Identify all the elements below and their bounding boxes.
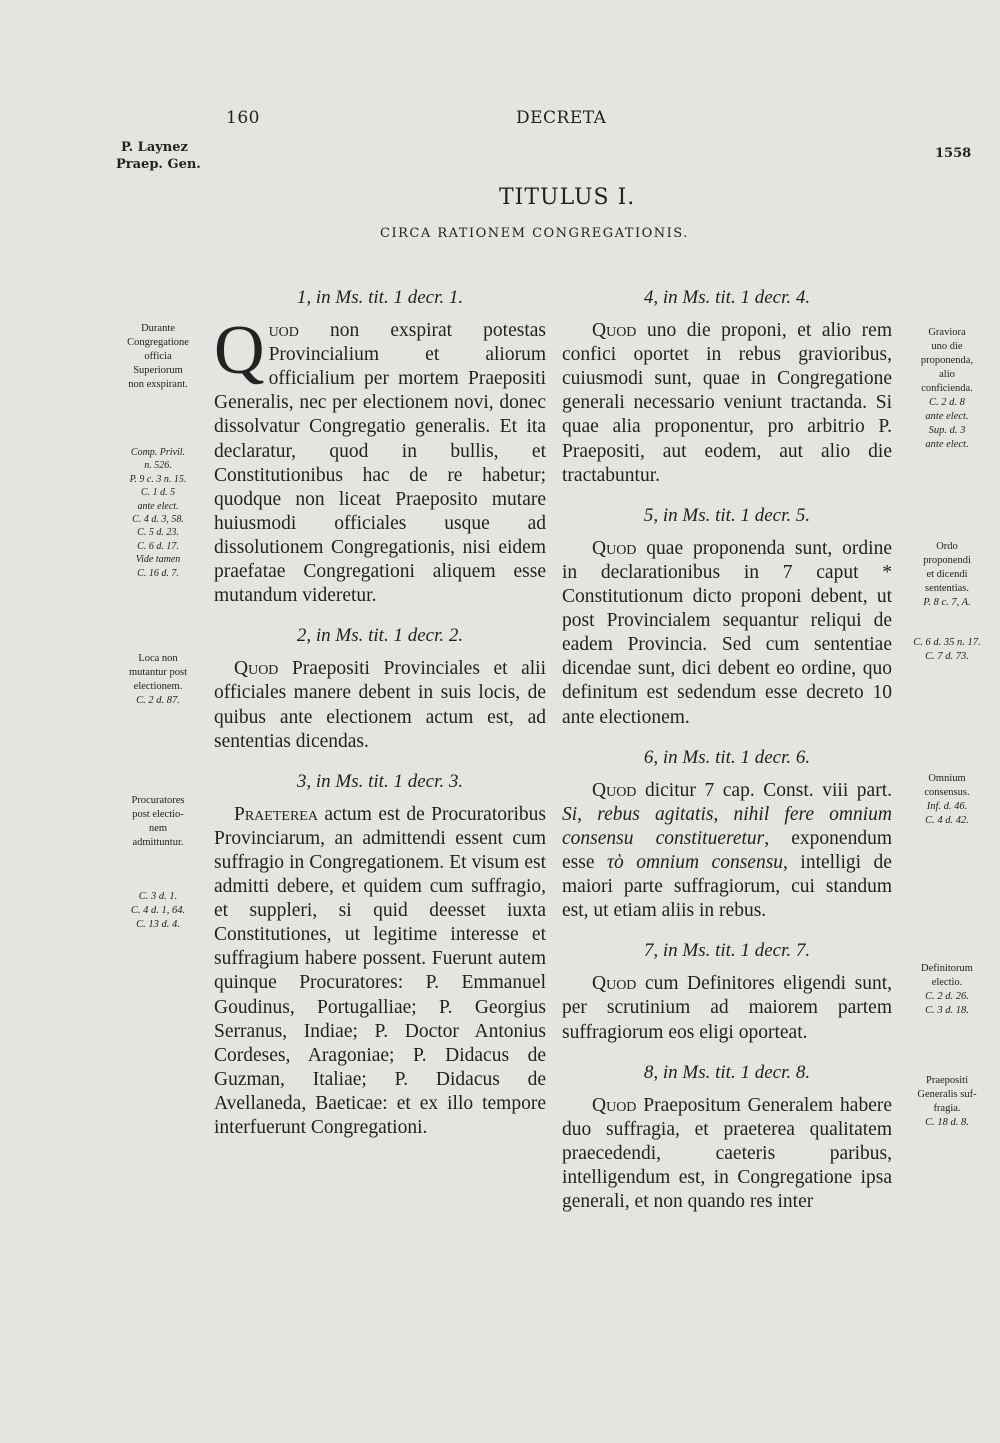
running-title: DECRETA	[516, 108, 607, 128]
margin-ref: C. 13 d. 4.	[136, 919, 180, 930]
margin-line: electionem.	[133, 681, 183, 692]
margin-line: proponendi	[923, 555, 971, 566]
margin-ref: C. 6 d. 17.	[137, 540, 179, 552]
decree-body: actum est de Procuratoribus Provinciarum, an admittendi essent cum suffragio in Congregationem. Et visum est admitti debere, et quidem cum suffragio, et suppleri, si quid deesset iuxta Constitutiones, ut legitime interesse et suffragium habere possent. Fuerunt autem quinque Procuratores: P. Emmanuel Goudinus, Portugalliae; P. Georgius Serranus, Indiae; P. Doctor Antonius Cordeses, Aragoniae; P. Didacus de Guzman, Italiae; P. Didacus de Avellaneda, Baeticae: et ex illo tempore interfuerunt Congregationi.	[214, 803, 546, 1138]
margin-line: consensus.	[924, 787, 970, 798]
margin-ref: C. 4 d. 42.	[925, 815, 969, 826]
margin-note-right	[900, 772, 994, 828]
decree-heading: 2, in Ms. tit. 1 decr. 2.	[296, 625, 464, 647]
decree-body: quae proponenda sunt, ordine in declarationibus in 7 caput * Constitutionum dicto proponi debent, ut post Provincialem sequantur reliqui de eadem Provincia. Sed cum sententiae dicendae sunt, dici debent eo ordine, quo definitum est sedendum esse decreto 10 ante electionem.	[562, 537, 892, 728]
left-text-column	[214, 286, 546, 1156]
decree-text	[214, 657, 546, 753]
margin-line: nem	[148, 823, 168, 834]
decree-body: Praepositum Generalem habere duo suffragia, et praeterea qualitatem praecedendi, caeteris paribus, intelligendum est, in Congregatione ipsa generali, et non quando res inter	[562, 1094, 892, 1213]
decree-quote: Si, rebus agitatis, nihil fere omnium consensu constitueretur	[562, 803, 892, 849]
margin-line: Praepositi	[926, 1075, 968, 1086]
margin-line: et dicendi	[926, 569, 968, 580]
decree-8	[562, 1061, 892, 1215]
margin-line: conficienda.	[921, 383, 973, 394]
decree-heading: 5, in Ms. tit. 1 decr. 5.	[643, 504, 811, 526]
decree-heading: 3, in Ms. tit. 1 decr. 3.	[296, 770, 464, 792]
decree-heading: 4, in Ms. tit. 1 decr. 4.	[643, 287, 811, 308]
decree-heading: 1, in Ms. tit. 1 decr. 1.	[296, 287, 464, 308]
margin-line: Superiorum	[133, 365, 183, 376]
decree-body: cum Definitores eligendi sunt, per scrutinium ad maiorem partem suffragiorum eos eligi oporteat.	[562, 973, 892, 1043]
decree-body: Praepositi Provinciales et alii officiales manere debent in suis locis, de quibus ante electionem actum est, ad sententias dicendas.	[214, 658, 546, 752]
margin-note-right	[900, 540, 994, 610]
decree-6	[562, 746, 892, 924]
margin-line: mutantur post	[128, 667, 188, 678]
margin-ref: Vide tamen	[135, 554, 181, 566]
margin-refs-left	[108, 890, 208, 932]
decree-heading: 7, in Ms. tit. 1 decr. 7.	[643, 940, 811, 962]
margin-line: proponenda,	[920, 355, 974, 366]
margin-ref: n. 526.	[144, 460, 172, 472]
margin-refs-right	[900, 636, 994, 664]
decree-lead-word: Quod	[592, 537, 637, 559]
section-title: TITULUS I.	[499, 185, 636, 210]
margin-note-left	[108, 652, 208, 708]
margin-line: Generalis suf-	[917, 1089, 977, 1100]
decree-lead-word: Praeterea	[234, 803, 318, 825]
decree-text	[214, 312, 546, 608]
margin-line: Congregatione	[127, 337, 189, 348]
decree-quote: τὸ omnium consensu	[606, 851, 784, 873]
decree-text	[562, 537, 892, 730]
margin-line: fragia.	[933, 1103, 961, 1114]
decree-body: uno die proponi, et alio rem confici oportet in rebus gravioribus, cuiusmodi sunt, quae in Congregatione generali necessario veniunt tractanda. Si quae alia proponentur, pro arbitrio P. Praepositi, aut eodem, aut alio die tractabuntur.	[562, 320, 892, 486]
author-role: Praep. Gen.	[116, 157, 201, 172]
margin-ref: C. 18 d. 8.	[925, 1117, 969, 1128]
margin-ref: P. 9 c. 3 n. 15.	[129, 473, 187, 485]
margin-ref: C. 6 d. 35 n. 17.	[913, 637, 981, 648]
margin-ref: C. 3 d. 18.	[925, 1005, 969, 1016]
margin-ref: C. 2 d. 87.	[136, 695, 180, 706]
decree-lead-word: Quod	[592, 1094, 637, 1116]
author-name: P. Laynez	[121, 140, 188, 155]
margin-line: post electio-	[132, 809, 184, 820]
decree-body: , intelligi de maiori parte suffragiorum, cui standum est, ut etiam aliis in rebus.	[562, 851, 892, 922]
margin-line: Loca non	[138, 653, 178, 664]
decree-text	[562, 779, 892, 924]
margin-ref: C. 16 d. 7.	[137, 567, 179, 579]
margin-ref: P. 8 c. 7, A.	[923, 597, 971, 608]
section-subtitle: CIRCA RATIONEM CONGREGATIONIS.	[380, 226, 689, 241]
margin-line: Durante	[141, 323, 175, 334]
decree-lead-word: Quod	[592, 973, 637, 995]
margin-ref: ante elect.	[137, 500, 179, 512]
margin-note-right	[900, 1074, 994, 1130]
margin-note-left	[108, 794, 208, 850]
decree-7	[562, 939, 892, 1044]
decree-lead-word: Quod	[592, 320, 637, 342]
margin-line: Graviora	[928, 327, 966, 338]
decree-lead-word: uod	[268, 320, 299, 342]
margin-ref: C. 4 d. 3, 58.	[132, 514, 184, 526]
margin-ref: ante elect.	[925, 439, 969, 450]
margin-note-right	[900, 962, 994, 1018]
decree-body: , exponendum esse	[562, 827, 892, 873]
year-label: 1558	[935, 146, 972, 161]
margin-line: Omnium	[928, 773, 966, 784]
decree-text	[214, 803, 546, 1140]
margin-refs-left	[108, 446, 208, 580]
margin-line: uno die	[931, 341, 963, 352]
decree-text	[562, 319, 892, 488]
decree-3	[214, 770, 546, 1140]
decree-2	[214, 624, 546, 753]
decree-lead-word: Quod	[592, 779, 637, 801]
margin-ref: C. 2 d. 26.	[925, 991, 969, 1002]
margin-line: admittuntur.	[132, 837, 184, 848]
margin-ref: Comp. Privil.	[130, 447, 186, 458]
decree-body: non exspirat potestas Provincialium et aliorum officialium per mortem Praepositi Generalis, nec per electionem novi, donec dissolvatur Congregatio generalis. Et ita declaratur, quod in bullis, et Constitutionibus hac de re habetur; quodque non liceat Praeposito mutare huiusmodi officiales usque ad dissolutionem Congregationis, nisi eidem praefatae Congregationi aliquem esse mutandum videretur.	[214, 320, 546, 607]
margin-ref: Sup. d. 3	[928, 425, 966, 436]
decree-5	[562, 504, 892, 730]
page-number: 160	[226, 108, 260, 128]
margin-ref: C. 1 d. 5	[140, 487, 176, 499]
decree-1	[214, 286, 546, 608]
margin-ref: C. 3 d. 1.	[138, 891, 178, 902]
margin-ref: C. 4 d. 1, 64.	[130, 905, 186, 916]
decree-text	[562, 1094, 892, 1214]
margin-ref: C. 5 d. 23.	[137, 527, 179, 539]
margin-line: Definitorum	[921, 963, 973, 974]
decree-body: dicitur 7 cap. Const. viii part.	[636, 779, 892, 801]
margin-ref: Inf. d. 46.	[926, 801, 968, 812]
decree-heading: 8, in Ms. tit. 1 decr. 8.	[643, 1061, 811, 1083]
margin-ref: C. 7 d. 73.	[925, 651, 969, 662]
decree-heading: 6, in Ms. tit. 1 decr. 6.	[643, 746, 811, 768]
decree-lead-word: Quod	[234, 658, 279, 680]
margin-ref: C. 2 d. 8	[929, 397, 965, 408]
decree-text	[562, 972, 892, 1044]
decree-4	[562, 286, 892, 488]
margin-line: non exspirant.	[128, 379, 188, 390]
right-text-column	[562, 286, 892, 1230]
margin-note-right	[900, 326, 994, 452]
margin-ref: ante elect.	[925, 411, 969, 422]
margin-line: alio	[939, 369, 955, 380]
margin-line: officia	[144, 351, 172, 362]
margin-note-left	[108, 322, 208, 392]
margin-line: sententias.	[924, 583, 970, 594]
margin-line: Procuratores	[131, 795, 185, 806]
margin-line: electio.	[931, 977, 963, 988]
drop-cap: Q	[214, 312, 265, 390]
margin-line: Ordo	[936, 541, 958, 552]
